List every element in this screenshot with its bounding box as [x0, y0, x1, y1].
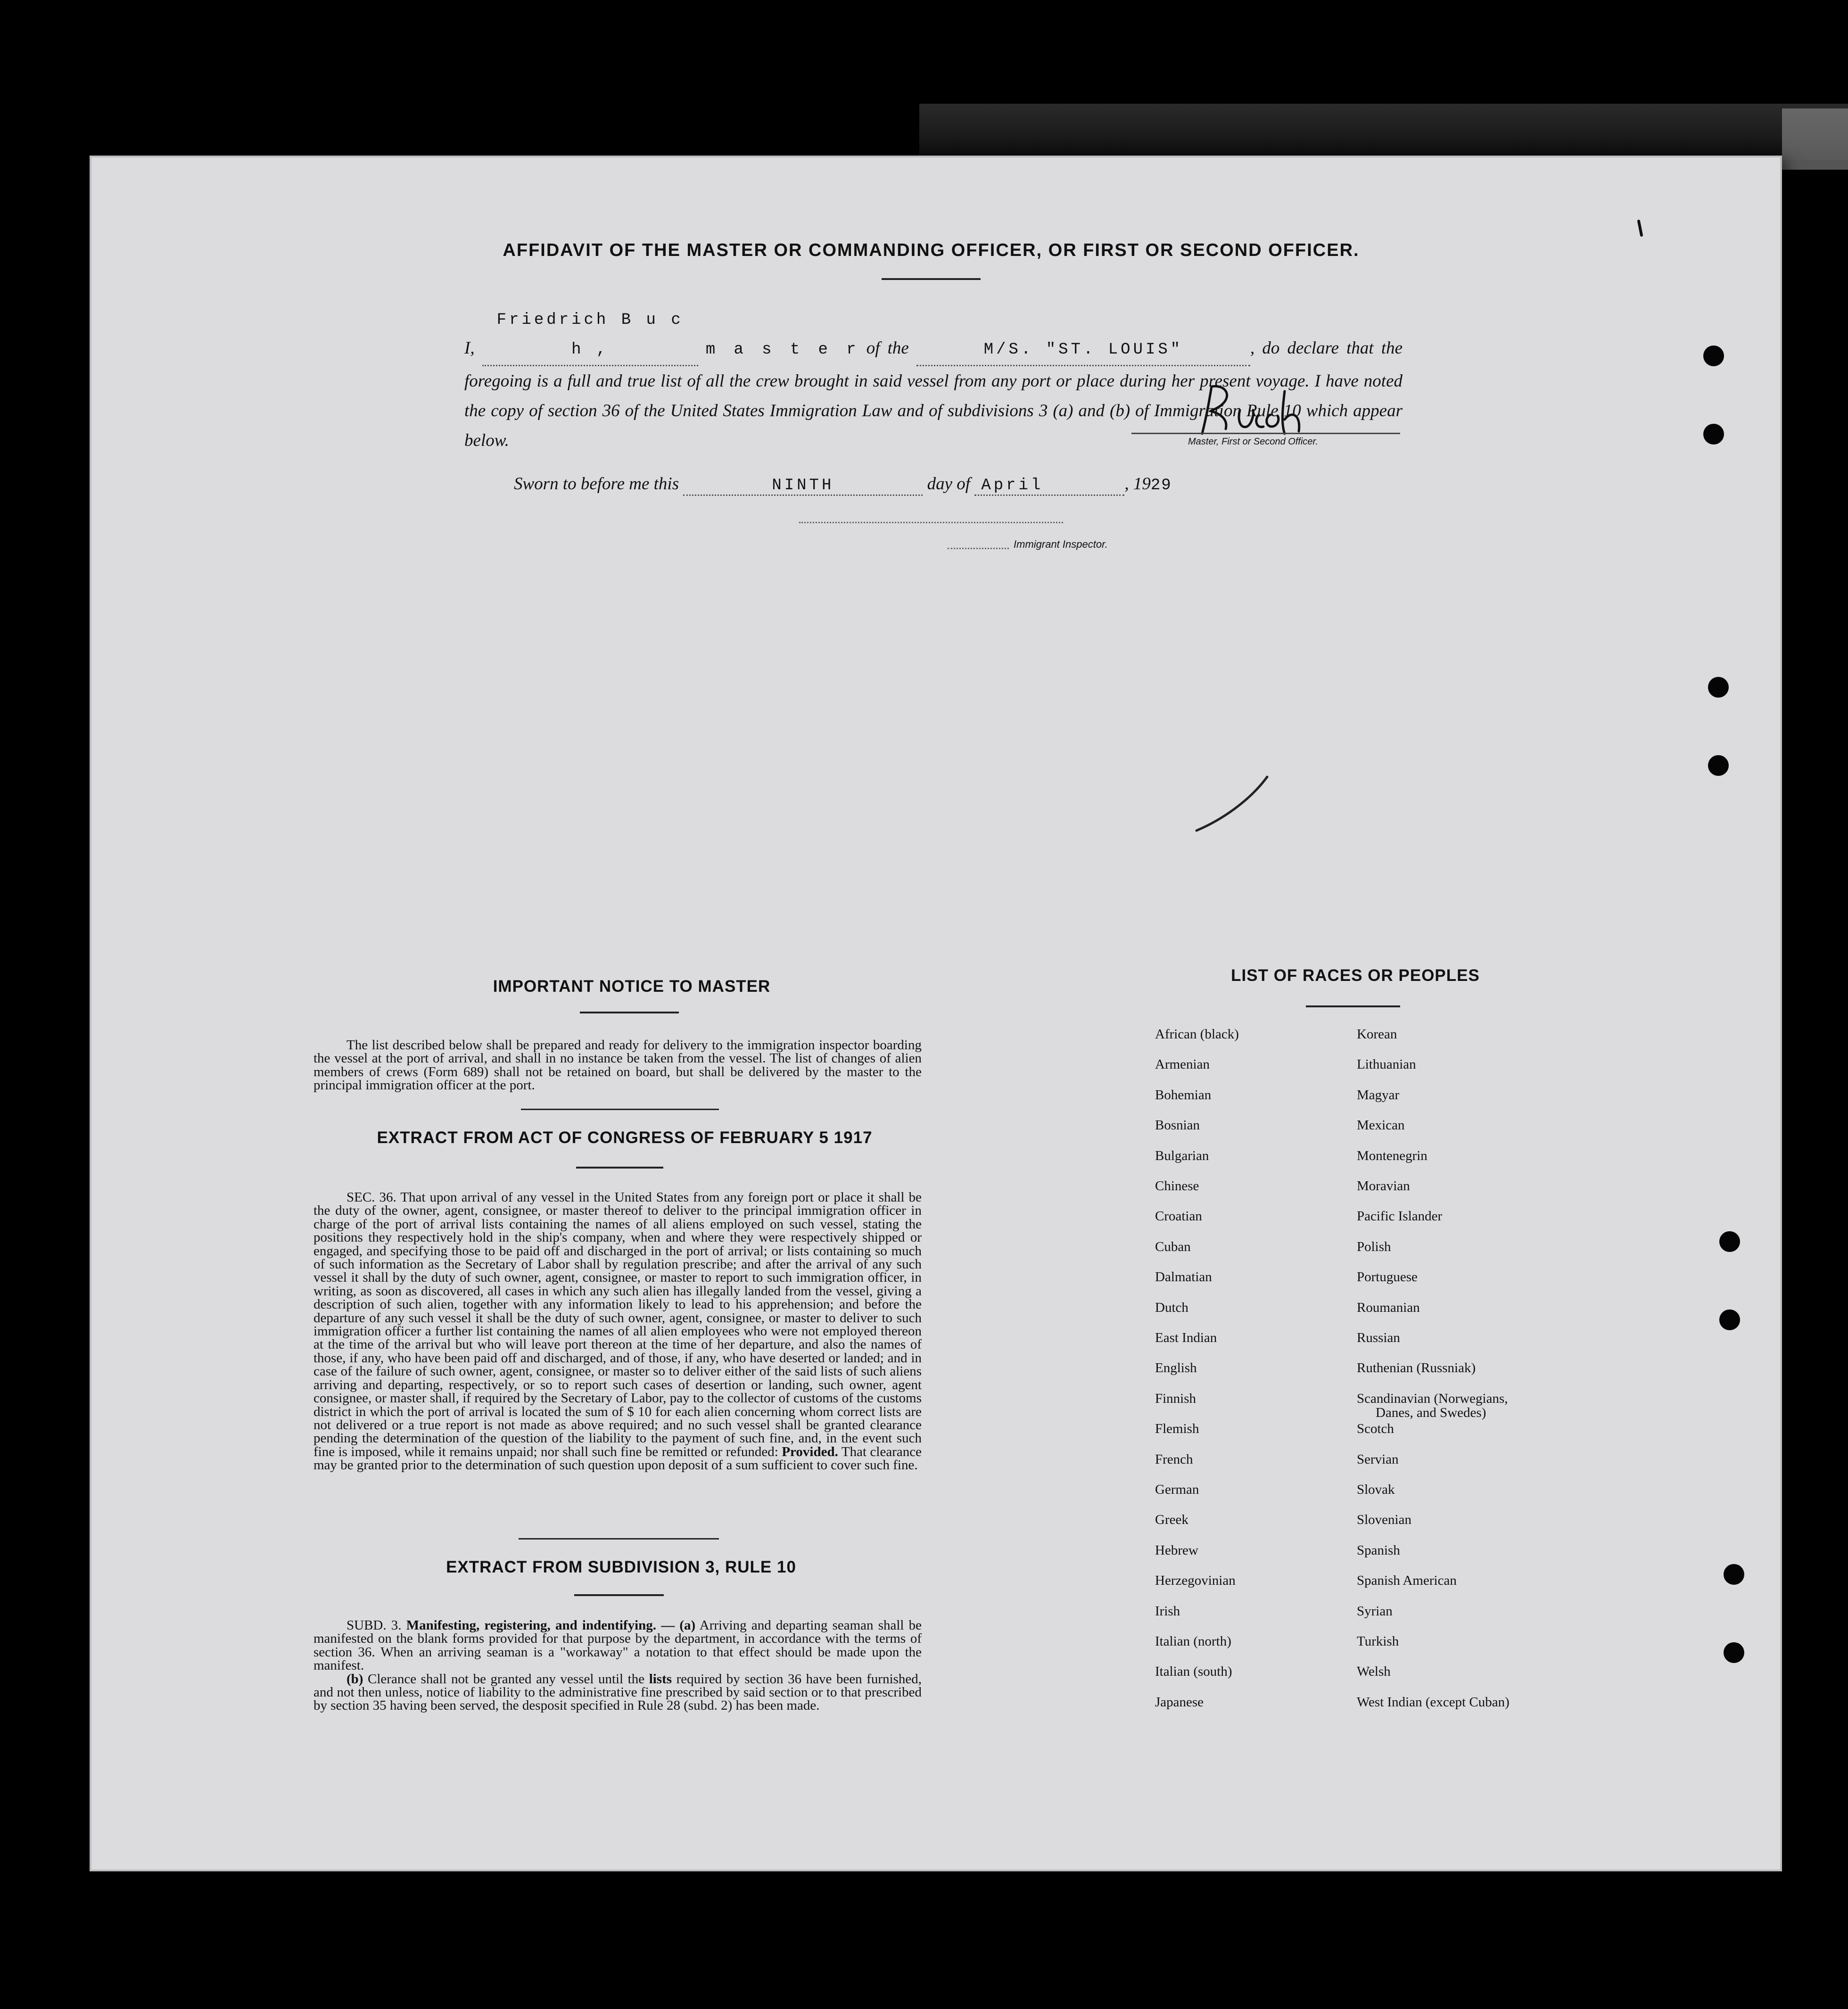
race-item: Scandinavian (Norwegians, [1357, 1391, 1508, 1406]
race-item: Italian (north) [1155, 1634, 1231, 1649]
race-item: Pacific Islander [1357, 1209, 1443, 1224]
race-item: Hebrew [1155, 1542, 1198, 1558]
notice-text [314, 1038, 922, 1092]
race-item: Welsh [1357, 1664, 1391, 1680]
race-item: Bosnian [1155, 1118, 1200, 1133]
races-title: LIST OF RACES OR PEOPLES [1231, 966, 1480, 985]
race-item: Japanese [1155, 1694, 1204, 1710]
affidavit-statement: that the foregoing is a full and true list of all the crew brought in said vessel from any port or place during her present voyage. I have noted the copy of section 36 of the United States Immigration Law and of subdivisions 3 (a) and (b) of Immigration Rule 10 which appear below. [464, 338, 1403, 450]
subd-a-marker: — (a) [661, 1618, 696, 1633]
race-item: Magyar [1357, 1087, 1400, 1103]
race-item: Portuguese [1357, 1269, 1418, 1285]
race-item: Polish [1357, 1239, 1391, 1254]
race-item: West Indian (except Cuban) [1357, 1694, 1510, 1710]
race-item: Montenegrin [1357, 1148, 1427, 1163]
master-signature-block [1131, 377, 1405, 457]
section-36-ending: That clearance may be granted prior to the determination of such question upon deposit of a sum sufficient to cover such fine. [314, 1444, 922, 1473]
background-strip [919, 104, 1848, 160]
race-item: Herzegovinian [1155, 1573, 1236, 1589]
race-item: Korean [1357, 1027, 1397, 1042]
year-prefix: , 19 [1124, 474, 1151, 494]
act-extract-title-rule [576, 1167, 663, 1169]
master-signature [1188, 382, 1358, 438]
notice-title-rule [580, 1012, 679, 1013]
sworn-year: 29 [1150, 477, 1172, 494]
punch-hole [1724, 1564, 1744, 1585]
race-item: Spanish American [1357, 1573, 1457, 1589]
race-item: Dutch [1155, 1300, 1188, 1315]
race-item: Slovenian [1357, 1512, 1411, 1528]
race-item: Spanish [1357, 1542, 1400, 1558]
officer-role: m a s t e r [705, 341, 859, 359]
notice-paragraph: The list described below shall be prepared and ready for delivery to the immigration inspector boarding the vessel at the port of arrival, and shall in no instance be taken from the vessel. The list of changes of alien members of crews (Form 689) shall not be retained on board, but shall be delivered by the master to the principal immigration officer at the port. [314, 1037, 922, 1093]
punch-hole [1719, 1309, 1740, 1330]
sworn-month: April [974, 477, 1124, 496]
race-item: Flemish [1155, 1421, 1199, 1437]
race-item: Bulgarian [1155, 1148, 1209, 1163]
day-of-label: day of [927, 474, 971, 494]
races-title-rule [1306, 1005, 1400, 1007]
sworn-prefix: Sworn to before me this [514, 474, 679, 494]
ink-speck [1636, 219, 1645, 238]
punch-hole [1708, 677, 1729, 698]
subd-b-text-2: required by section 36 have been furnished, and not then unless, notice of liability to the administrative fine prescribed by said section or to that prescribed by section 35 having been served, the desposit specified in Rule 28 (subd. 2) has been made. [314, 1671, 922, 1713]
subd-b-text-1: Clerance shall not be granted any vessel until the [368, 1671, 645, 1687]
notice-divider [521, 1109, 719, 1110]
race-item: Roumanian [1357, 1300, 1420, 1315]
notice-title: IMPORTANT NOTICE TO MASTER [493, 977, 771, 996]
subd-a-text: Arriving and departing seaman shall be manifested on the blank forms provided for that purpose by the department, in accordance with the terms of section 36. When an arriving seaman is a "workaway" a notation to that effect should be made upon the manifest. [314, 1618, 922, 1673]
race-item: Lithuanian [1357, 1057, 1416, 1072]
race-item: Scotch [1357, 1421, 1394, 1437]
race-item: Cuban [1155, 1239, 1191, 1254]
vessel-name: M/S. "ST. LOUIS" [916, 335, 1250, 366]
inspector-signature-line [799, 522, 1063, 523]
section-36-text [314, 1191, 922, 1472]
subdivision-a [314, 1619, 922, 1672]
race-item: Bohemian [1155, 1087, 1212, 1103]
subd-label: SUBD. 3. [346, 1618, 402, 1633]
race-item: Turkish [1357, 1634, 1399, 1649]
subd-heading: Manifesting, registering, and indentifying. [406, 1618, 657, 1633]
affidavit-i: I, [464, 338, 475, 358]
race-item: Mexican [1357, 1118, 1405, 1133]
affidavit-title-rule [882, 278, 981, 280]
rule-extract-title: EXTRACT FROM SUBDIVISION 3, RULE 10 [446, 1558, 796, 1576]
race-item: Greek [1155, 1512, 1188, 1528]
race-item: Chinese [1155, 1178, 1199, 1194]
race-item: Servian [1357, 1451, 1399, 1467]
subd-b-lists: lists [649, 1671, 672, 1687]
affidavit-title: AFFIDAVIT OF THE MASTER OR COMMANDING OFFICER, OR FIRST OR SECOND OFFICER. [503, 240, 1360, 260]
race-item: German [1155, 1482, 1199, 1497]
race-item: Russian [1357, 1330, 1400, 1345]
punch-hole [1719, 1231, 1740, 1252]
race-item: English [1155, 1360, 1197, 1376]
sworn-day: NINTH [683, 477, 923, 496]
section-36-paragraph [314, 1191, 922, 1472]
background-strip-edge [1782, 108, 1848, 170]
race-item: African (black) [1155, 1027, 1239, 1042]
punch-hole [1708, 755, 1729, 776]
rule-extract-title-rule [574, 1594, 664, 1596]
race-item: Syrian [1357, 1603, 1393, 1619]
section-36-body: SEC. 36. That upon arrival of any vessel in the United States from any foreign port or place it shall be the duty of the owner, agent, consignee, or master thereof to deliver to the principal immigration officer in charge of the port of arrival lists containing the names of all aliens employed on such vessel, stating the positions they respectively hold in the ship's company, when and where they were respectively shipped or engaged, and specifying those to be paid off and discharged in the port of arrival; or lists containing so much of such information as the Secretary of Labor shall by regulation prescribe; and after the arrival of any such vessel it shall by the duty of such owner, agent, consignee, or master to report to such immigration officer, in writing, as soon as discovered, all cases in which any such alien has illegally landed from the vessel, giving a description of such alien, together with any information likely to lead to his apprehension; and before the departure of any such vessel it shall be the duty of such owner, agent, consignee, or master to deliver to such immigration officer a further list containing the names of all alien employees who were not employed thereon at the time of the arrival but who will leave port thereon at the time of her departure, and also the names of those, if any, who have been paid off and discharged, and of those, if any, who have deserted or landed; and in case of the failure of such owner, agent, consignee, or master so to deliver either of the said lists of such aliens arriving and departing, respectively, or so to report such cases of desertion or landing, such owner, agent consignee, or master shall, if required by the Secretary of Labor, pay to the collector of customs of the customs district in which the port of arrival is located the sum of $ 10 for each alien concerning whom correct lists are not delivered or a true report is not made as above required; and no such vessel shall be granted clearance pending the determination of the question of the liability to the payment of such fine, and, in the event such fine is imposed, while it remains unpaid; nor shall such fine be remitted or refunded: [314, 1190, 922, 1459]
of-the-label: of the [866, 338, 909, 358]
act-extract-title: EXTRACT FROM ACT OF CONGRESS OF FEBRUARY 5 1917 [377, 1128, 873, 1147]
act-extract-divider [519, 1538, 719, 1540]
signature-caption: Master, First or Second Officer. [1188, 436, 1319, 447]
race-item: Finnish [1155, 1391, 1196, 1406]
punch-hole [1724, 1642, 1744, 1663]
sworn-statement [514, 474, 1315, 496]
race-item: Slovak [1357, 1482, 1395, 1497]
race-item: Ruthenian (Russniak) [1357, 1360, 1476, 1376]
rule-10-text [314, 1619, 922, 1713]
subdivision-b [314, 1672, 922, 1713]
race-item: Moravian [1357, 1178, 1410, 1194]
race-item: French [1155, 1451, 1193, 1467]
race-item: East Indian [1155, 1330, 1217, 1345]
race-item: Irish [1155, 1603, 1180, 1619]
race-item: Armenian [1155, 1057, 1210, 1072]
race-item: Italian (south) [1155, 1664, 1232, 1680]
provided-label: Provided. [782, 1444, 838, 1459]
pencil-mark [1193, 773, 1273, 834]
race-item: Croatian [1155, 1209, 1202, 1224]
inspector-dotted-line [948, 548, 1009, 549]
master-name: Friedrich B u c h , [482, 305, 698, 366]
punch-hole [1703, 346, 1724, 366]
signature-line [1131, 433, 1400, 434]
punch-hole [1703, 424, 1724, 445]
inspector-caption: Immigrant Inspector. [1014, 538, 1108, 550]
declare-label: , do declare [1250, 338, 1339, 358]
subd-b-marker: (b) [346, 1671, 363, 1687]
race-item: Danes, and Swedes) [1376, 1405, 1486, 1420]
race-item: Dalmatian [1155, 1269, 1212, 1285]
